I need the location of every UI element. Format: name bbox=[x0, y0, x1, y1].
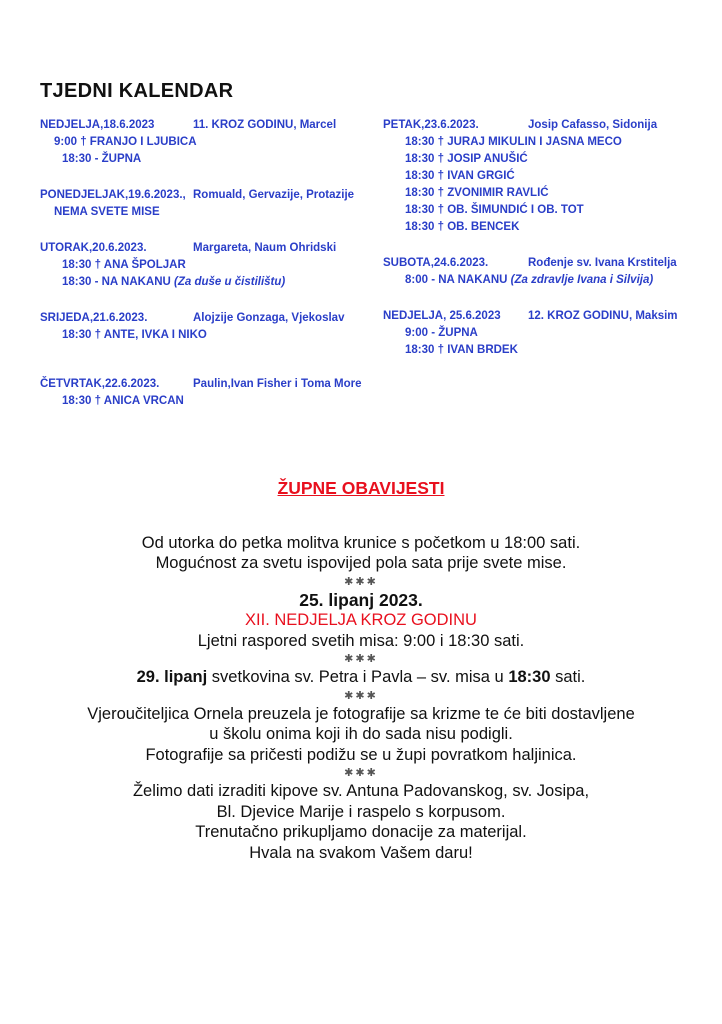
announcement-line: u školu onima koji ih do sada nisu podigli. bbox=[209, 725, 513, 743]
announcement-line: Fotografije sa pričesti podižu se u župi povratkom haljinica. bbox=[145, 745, 577, 764]
day-date: SUBOTA,24.6.2023. bbox=[383, 257, 489, 269]
mass-entry: 9:00 † FRANJO I LJUBICA bbox=[54, 136, 197, 148]
mass-entry: 18:30 † ANICA VRCAN bbox=[62, 395, 184, 407]
calendar-day bbox=[383, 255, 683, 289]
day-date: SRIJEDA,21.6.2023. bbox=[40, 312, 148, 324]
announcement-line: Ljetni raspored svetih misa: 9:00 i 18:30 sati. bbox=[197, 631, 525, 650]
day-date: NEDJELJA,18.6.2023 bbox=[40, 119, 155, 131]
announcement-line: Hvala na svakom Vašem daru! bbox=[249, 843, 473, 862]
separator-stars: ✱✱✱ bbox=[344, 653, 378, 665]
calendar-day bbox=[40, 376, 380, 410]
announcements-title: ŽUPNE OBAVIJESTI bbox=[277, 478, 445, 498]
day-saint: Josip Cafasso, Sidonija bbox=[528, 119, 658, 131]
mass-entry: 8:00 - NA NAKANU (Za zdravlje Ivana i Silvija) bbox=[405, 274, 654, 286]
announcement-sunday: XII. NEDJELJA KROZ GODINU bbox=[245, 611, 477, 629]
day-saint: 12. KROZ GODINU, Maksim bbox=[528, 310, 678, 322]
mass-entry: 9:00 - ŽUPNA bbox=[405, 327, 478, 339]
day-saint: Alojzije Gonzaga, Vjekoslav bbox=[193, 312, 345, 324]
day-saint: Paulin,Ivan Fisher i Toma More bbox=[193, 378, 362, 390]
calendar-day bbox=[40, 240, 380, 291]
calendar-left-column bbox=[40, 117, 380, 429]
day-saint: Rođenje sv. Ivana Krstitelja bbox=[528, 257, 677, 269]
mass-entry: 18:30 † ANTE, IVKA I NIKO bbox=[62, 329, 207, 341]
calendar-day bbox=[40, 187, 380, 221]
feast-date: 29. lipanj bbox=[136, 668, 208, 686]
feast-time: 18:30 bbox=[508, 668, 551, 686]
announcement-line: Trenutačno prikupljamo donacije za materijal. bbox=[195, 823, 527, 841]
day-saint: 11. KROZ GODINU, Marcel bbox=[193, 119, 337, 131]
mass-entry: 18:30 † JURAJ MIKULIN I JASNA MECO bbox=[405, 136, 622, 148]
day-date: PETAK,23.6.2023. bbox=[383, 119, 479, 131]
announcement-line: Vjeroučiteljica Ornela preuzela je fotografije sa krizme te će biti dostavljene bbox=[87, 704, 635, 723]
calendar-day bbox=[40, 117, 380, 168]
calendar-right-column bbox=[383, 117, 683, 378]
day-date: PONEDJELJAK,19.6.2023., bbox=[40, 189, 186, 201]
day-saint: Margareta, Naum Ohridski bbox=[193, 242, 337, 254]
announcement-line: Mogućnost za svetu ispovijed pola sata prije svete mise. bbox=[155, 554, 567, 572]
mass-entry: NEMA SVETE MISE bbox=[54, 206, 160, 218]
announcement-line: Želimo dati izraditi kipove sv. Antuna Padovanskog, sv. Josipa, bbox=[132, 782, 590, 800]
mass-entry: 18:30 - ŽUPNA bbox=[62, 153, 142, 165]
mass-entry: 18:30 † ANA ŠPOLJAR bbox=[62, 259, 186, 271]
calendar-day bbox=[383, 308, 683, 359]
day-date: UTORAK,20.6.2023. bbox=[40, 242, 147, 254]
mass-intention-note: (Za duše u čistilištu) bbox=[174, 276, 286, 288]
page-title: TJEDNI KALENDAR bbox=[40, 80, 234, 102]
mass-entry: 18:30 † ZVONIMIR RAVLIĆ bbox=[405, 187, 549, 199]
separator-stars: ✱✱✱ bbox=[344, 575, 378, 588]
separator-stars: ✱✱✱ bbox=[344, 689, 378, 702]
calendar-day bbox=[383, 117, 683, 236]
mass-entry: 18:30 † IVAN GRGIĆ bbox=[405, 170, 515, 182]
mass-entry: 18:30 † IVAN BRDEK bbox=[405, 344, 518, 356]
announcement-line: 29. lipanj svetkovina sv. Petra i Pavla – sv. misa u 18:30 sati. bbox=[136, 668, 586, 686]
mass-entry: 18:30 † JOSIP ANUŠIĆ bbox=[405, 153, 528, 165]
announcement-line: Bl. Djevice Marije i raspelo s korpusom. bbox=[216, 802, 506, 821]
mass-entry: 18:30 - NA NAKANU (Za duše u čistilištu) bbox=[62, 276, 286, 288]
day-date: NEDJELJA, 25.6.2023 bbox=[383, 310, 501, 322]
separator-stars: ✱✱✱ bbox=[344, 767, 378, 779]
mass-entry: 18:30 † OB. BENCEK bbox=[405, 221, 520, 233]
announcement-date: 25. lipanj 2023. bbox=[299, 589, 423, 610]
day-date: ČETVRTAK,22.6.2023. bbox=[40, 378, 160, 390]
day-saint: Romuald, Gervazije, Protazije bbox=[193, 189, 355, 201]
mass-intention-note: (Za zdravlje Ivana i Silvija) bbox=[510, 274, 654, 286]
mass-entry: 18:30 † OB. ŠIMUNDIĆ I OB. TOT bbox=[405, 204, 584, 216]
calendar-day bbox=[40, 310, 380, 344]
announcements bbox=[0, 478, 722, 863]
announcement-line: Od utorka do petka molitva krunice s početkom u 18:00 sati. bbox=[141, 533, 581, 552]
